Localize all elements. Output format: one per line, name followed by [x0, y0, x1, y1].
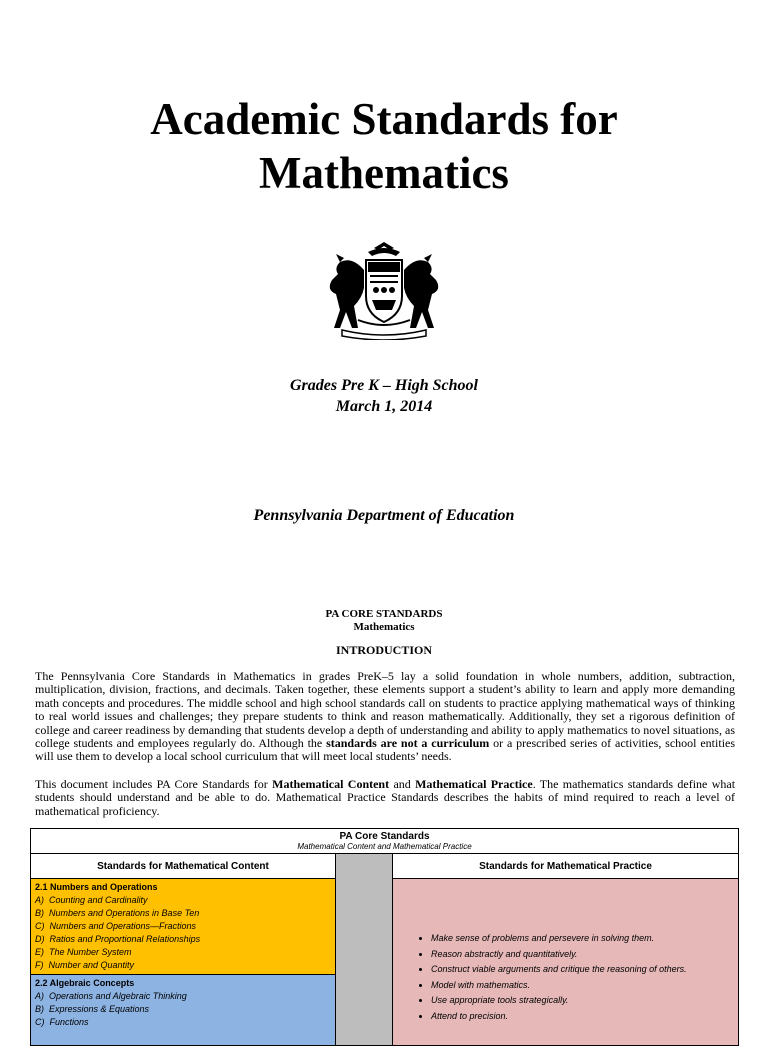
column-header-practice: Standards for Mathematical Practice	[393, 854, 739, 879]
list-item: • Reason abstractly and quantitatively.	[431, 947, 738, 963]
intro-p2-bold-2: Mathematical Practice	[415, 777, 533, 791]
intro-p2-text-b: . The mathematics standards define what students should understand and be able to do. Mathematical Practice Standards describes the habits of mind required to reach a level of mathematical proficiency.	[35, 777, 736, 818]
introduction-heading: INTRODUCTION	[335, 643, 432, 657]
date-subtitle: March 1, 2014	[335, 398, 433, 415]
intro-p1-bold: standards are not a curriculum	[326, 736, 490, 751]
block-numbers-operations	[31, 879, 336, 975]
list-item: B) Numbers and Operations in Base Ten	[35, 908, 200, 918]
list-item: • Construct viable arguments and critique the reasoning of others.	[431, 962, 738, 978]
block-22-content	[31, 975, 335, 1031]
list-item: F) Number and Quantity	[35, 960, 135, 970]
list-item: • Make sense of problems and persevere in solving them.	[431, 931, 738, 947]
intro-paragraph-1	[35, 670, 735, 764]
list-item: C) Functions	[35, 1017, 89, 1027]
practice-list	[393, 931, 738, 1025]
pennsylvania-coat-of-arms-icon	[318, 240, 450, 340]
standards-table	[30, 828, 739, 1046]
intro-p2-bold-1: Mathematical Content	[272, 777, 390, 791]
list-item: • Model with mathematics.	[431, 978, 738, 994]
block-22-title: 2.2 Algebraic Concepts	[35, 978, 135, 988]
section-header-line-1: PA CORE STANDARDS	[325, 608, 443, 620]
block-21-content	[31, 879, 335, 974]
grades-subtitle: Grades Pre K – High School	[289, 377, 478, 394]
intro-p1-text-a: The Pennsylvania Core Standards in Mathematics in grades PreK–5 lay a solid foundation in whole numbers, addition, subtraction, multiplication, division, fractions, and decimals. Taken together, these elements support a student’s ability to learn and apply more demanding math concepts and procedures. The middle school and high school standards call on students to practice applying mathematical ways of thinking to real world issues and challenges; they prepare students to think and reason mathematically. Additionally, they set a rigorous definition of college and career readiness by demanding that students develop a depth of understanding and ability to apply mathematics to novel situations, as college students and employees regularly do. Although the	[35, 669, 735, 751]
table-divider-column	[336, 854, 393, 1046]
list-item: A) Operations and Algebraic Thinking	[35, 991, 187, 1001]
section-header-line-2: Mathematics	[353, 621, 415, 633]
list-item: D) Ratios and Proportional Relationships	[35, 934, 201, 944]
intro-p1-text-b: or a prescribed series of activities, school entities will use them to develop a local school curriculum that will meet local students’ needs.	[35, 736, 736, 764]
practice-standards-cell	[393, 879, 739, 1046]
block-21-title: 2.1 Numbers and Operations	[35, 882, 158, 892]
intro-paragraph-2	[35, 778, 735, 818]
title-line-2: Mathematics	[259, 148, 509, 198]
block-algebraic-concepts	[31, 975, 336, 1046]
table-caption: PA Core Standards	[339, 831, 430, 842]
document-title	[0, 92, 768, 200]
title-line-1: Academic Standards for	[150, 94, 618, 144]
column-header-content: Standards for Mathematical Content	[31, 854, 336, 879]
department-name: Pennsylvania Department of Education	[253, 507, 515, 524]
list-item: B) Expressions & Equations	[35, 1004, 150, 1014]
list-item: • Use appropriate tools strategically.	[431, 993, 738, 1009]
table-subcaption: Mathematical Content and Mathematical Practice	[297, 842, 472, 851]
intro-p2-and: and	[393, 777, 411, 791]
intro-p2-text-a: This document includes PA Core Standards for	[35, 777, 268, 791]
list-item: C) Numbers and Operations—Fractions	[35, 921, 197, 931]
list-item: E) The Number System	[35, 947, 132, 957]
table-caption-cell	[31, 829, 739, 854]
list-item: • Attend to precision.	[431, 1009, 738, 1025]
list-item: A) Counting and Cardinality	[35, 895, 148, 905]
